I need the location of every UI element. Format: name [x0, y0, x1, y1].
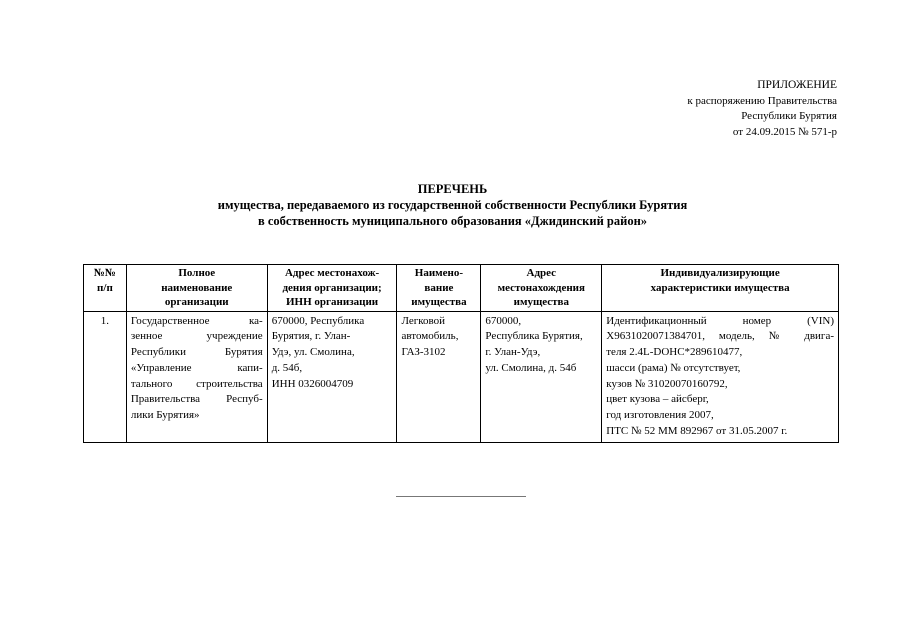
- title-line: имущества, передаваемого из государственной собственности Республики Бурятия: [217, 198, 688, 212]
- header-number: №№ п/п: [84, 265, 127, 312]
- table-row: [84, 311, 839, 442]
- title-main: ПЕРЕЧЕНЬ: [417, 182, 488, 196]
- cell-number: 1.: [84, 311, 127, 442]
- document-title: [0, 181, 905, 229]
- cell-characteristics: Идентификационный номер (VIN) Х9631020071384701, модель, № двига- теля 2.4L-DOHC*289610477, шасси (рама) № отсутствует, кузов № 31020070160792, цвет кузова – айсберг, год изготовления 2007, ПТС № 52 ММ 892967 от 31.05.2007 г.: [602, 311, 839, 442]
- appendix-block: [577, 78, 837, 140]
- cell-org-name: Государственное ка- зенное учреждение Республики Бурятия «Управление капи- тального строительства Правительства Респуб- лики Бурятия»: [126, 311, 267, 442]
- header-org-address: Адрес местонахож- дения организации; ИНН организации: [267, 265, 397, 312]
- header-org-name: Полное наименование организации: [126, 265, 267, 312]
- cell-org-address: 670000, Республика Бурятия, г. Улан- Удэ, ул. Смолина, д. 54б, ИНН 0326004709: [267, 311, 397, 442]
- property-table: [83, 264, 839, 443]
- header-property-name: Наимено- вание имущества: [397, 265, 481, 312]
- table-header-row: [84, 265, 839, 312]
- appendix-heading: ПРИЛОЖЕНИЕ: [757, 79, 837, 91]
- appendix-line: Республики Бурятия: [741, 110, 837, 122]
- appendix-date-number: от 24.09.2015 № 571-р: [732, 125, 837, 138]
- cell-property-address: 670000, Республика Бурятия, г. Улан-Удэ, ул. Смолина, д. 54б: [481, 311, 602, 442]
- closing-divider: [396, 496, 526, 497]
- cell-property-name: Легковой автомобиль, ГАЗ-3102: [397, 311, 481, 442]
- header-characteristics: Индивидуализирующие характеристики имущества: [602, 265, 839, 312]
- header-property-address: Адрес местонахождения имущества: [481, 265, 602, 312]
- title-line: в собственность муниципального образования «Джидинский район»: [257, 214, 648, 228]
- appendix-line: к распоряжению Правительства: [687, 94, 837, 107]
